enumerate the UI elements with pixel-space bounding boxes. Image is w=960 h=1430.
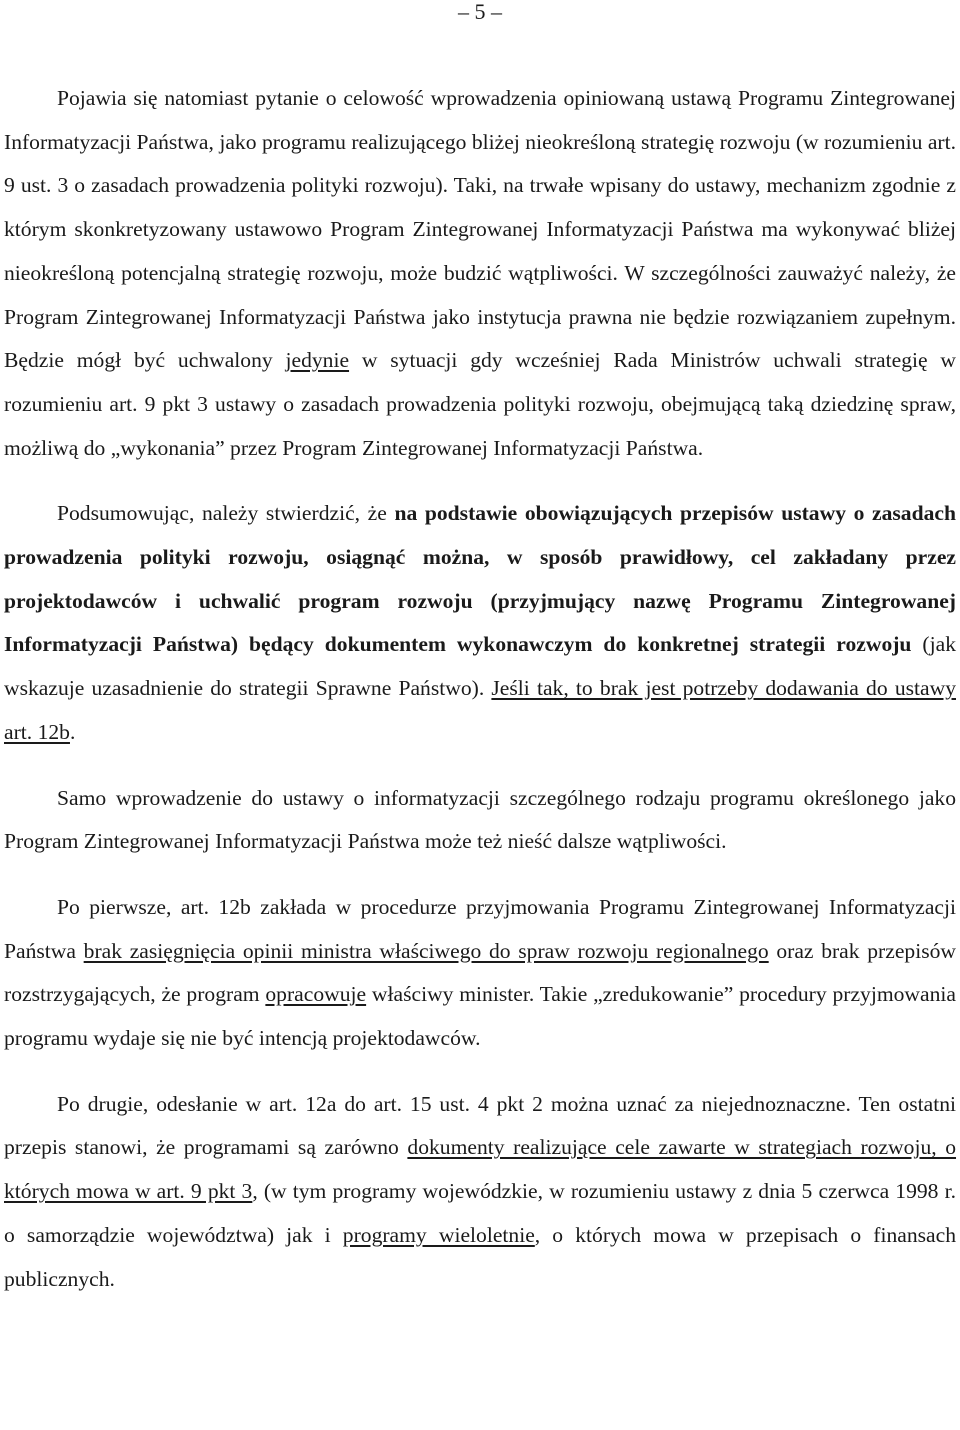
paragraph-2 [4,492,956,754]
underlined-text: programy wieloletnie [342,1222,535,1247]
text-run: Po drugie, odesłanie w art. 12a do art. 15 ust. 4 pkt 2 można uznać za niejednoznaczne. Ten ostatni przepis stanowi, że programami są zarówno [4,1091,956,1160]
text-run: Samo wprowadzenie do ustawy o informatyzacji szczególnego rodzaju programu określonego jako Program Zintegrowanej Informatyzacji Państwa może też nieść dalsze wątpliwości. [4,785,956,854]
text-run: w sytuacji gdy wcześniej Rada Ministrów uchwali strategię w rozumieniu art. 9 pkt 3 ustawy o zasadach prowadzenia polityki rozwoju, obejmującą taką dziedzinę spraw, możliwą do „wykonania” przez Program Zintegrowanej Informatyzacji Państwa. [4,348,956,460]
paragraph-4 [4,886,956,1061]
text-run: właściwy minister. Takie „zredukowanie” procedury przyjmowania programu wydaje się nie być intencją projektodawców. [4,982,956,1051]
underlined-text: opracowuje [265,982,367,1007]
text-run: (jak wskazuje uzasadnienie do strategii Sprawne Państwo). [4,632,956,701]
underlined-text: Jeśli tak, to brak jest potrzeby dodawania do ustawy art. 12b [4,676,956,744]
document-body [4,77,956,1323]
paragraph-1 [4,77,956,470]
page-number: – 5 – [458,0,502,24]
text-run: , (w tym programy wojewódzkie, w rozumieniu ustawy z dnia 5 czerwca 1998 r. o samorządzie województwa) jak i [4,1179,956,1247]
text-run: oraz brak przepisów rozstrzygających, że program [4,938,956,1007]
text-run: . [69,719,76,744]
underlined-text: brak zasięgnięcia opinii ministra właściwego do spraw rozwoju regionalnego [83,938,769,963]
text-run: Pojawia się natomiast pytanie o celowość wprowadzenia opiniowaną ustawą Programu Zintegrowanej Informatyzacji Państwa, jako programu realizującego bliżej nieokreśloną strategię rozwoju (w rozumieniu art. 9 ust. 3 o zasadach prowadzenia polityki rozwoju). Taki, na trwałe wpisany do ustawy, mechanizm zgodnie z którym skonkretyzowany ustawowo Program Zintegrowanej Informatyzacji Państwa ma wykonywać bliżej nieokreśloną potencjalną strategię rozwoju, może budzić wątpliwości. W szczególności zauważyć należy, że Program Zintegrowanej Informatyzacji Państwa jako instytucja prawna nie będzie rozwiązaniem zupełnym. Będzie mógł być uchwalony [4,86,956,373]
paragraph-3 [4,777,956,864]
text-run: Podsumowując, należy stwierdzić, że [57,501,395,526]
bold-text: na podstawie obowiązujących przepisów ustawy o zasadach prowadzenia polityki rozwoju, osiągnąć można, w sposób prawidłowy, cel zakładany przez projektodawców i uchwalić program rozwoju (przyjmujący nazwę Programu Zintegrowanej Informatyzacji Państwa) będący dokumentem wykonawczym do konkretnej strategii rozwoju [4,501,956,657]
underlined-text: dokumenty realizujące cele zawarte w strategiach rozwoju, o których mowa w art. 9 pkt 3 [4,1135,957,1204]
underlined-text: jedynie [285,348,350,373]
paragraph-5 [4,1083,956,1302]
text-run: , o których mowa w przepisach o finansach publicznych. [4,1222,956,1291]
text-run: Po pierwsze, art. 12b zakłada w procedurze przyjmowania Programu Zintegrowanej Informatyzacji Państwa [4,894,956,963]
